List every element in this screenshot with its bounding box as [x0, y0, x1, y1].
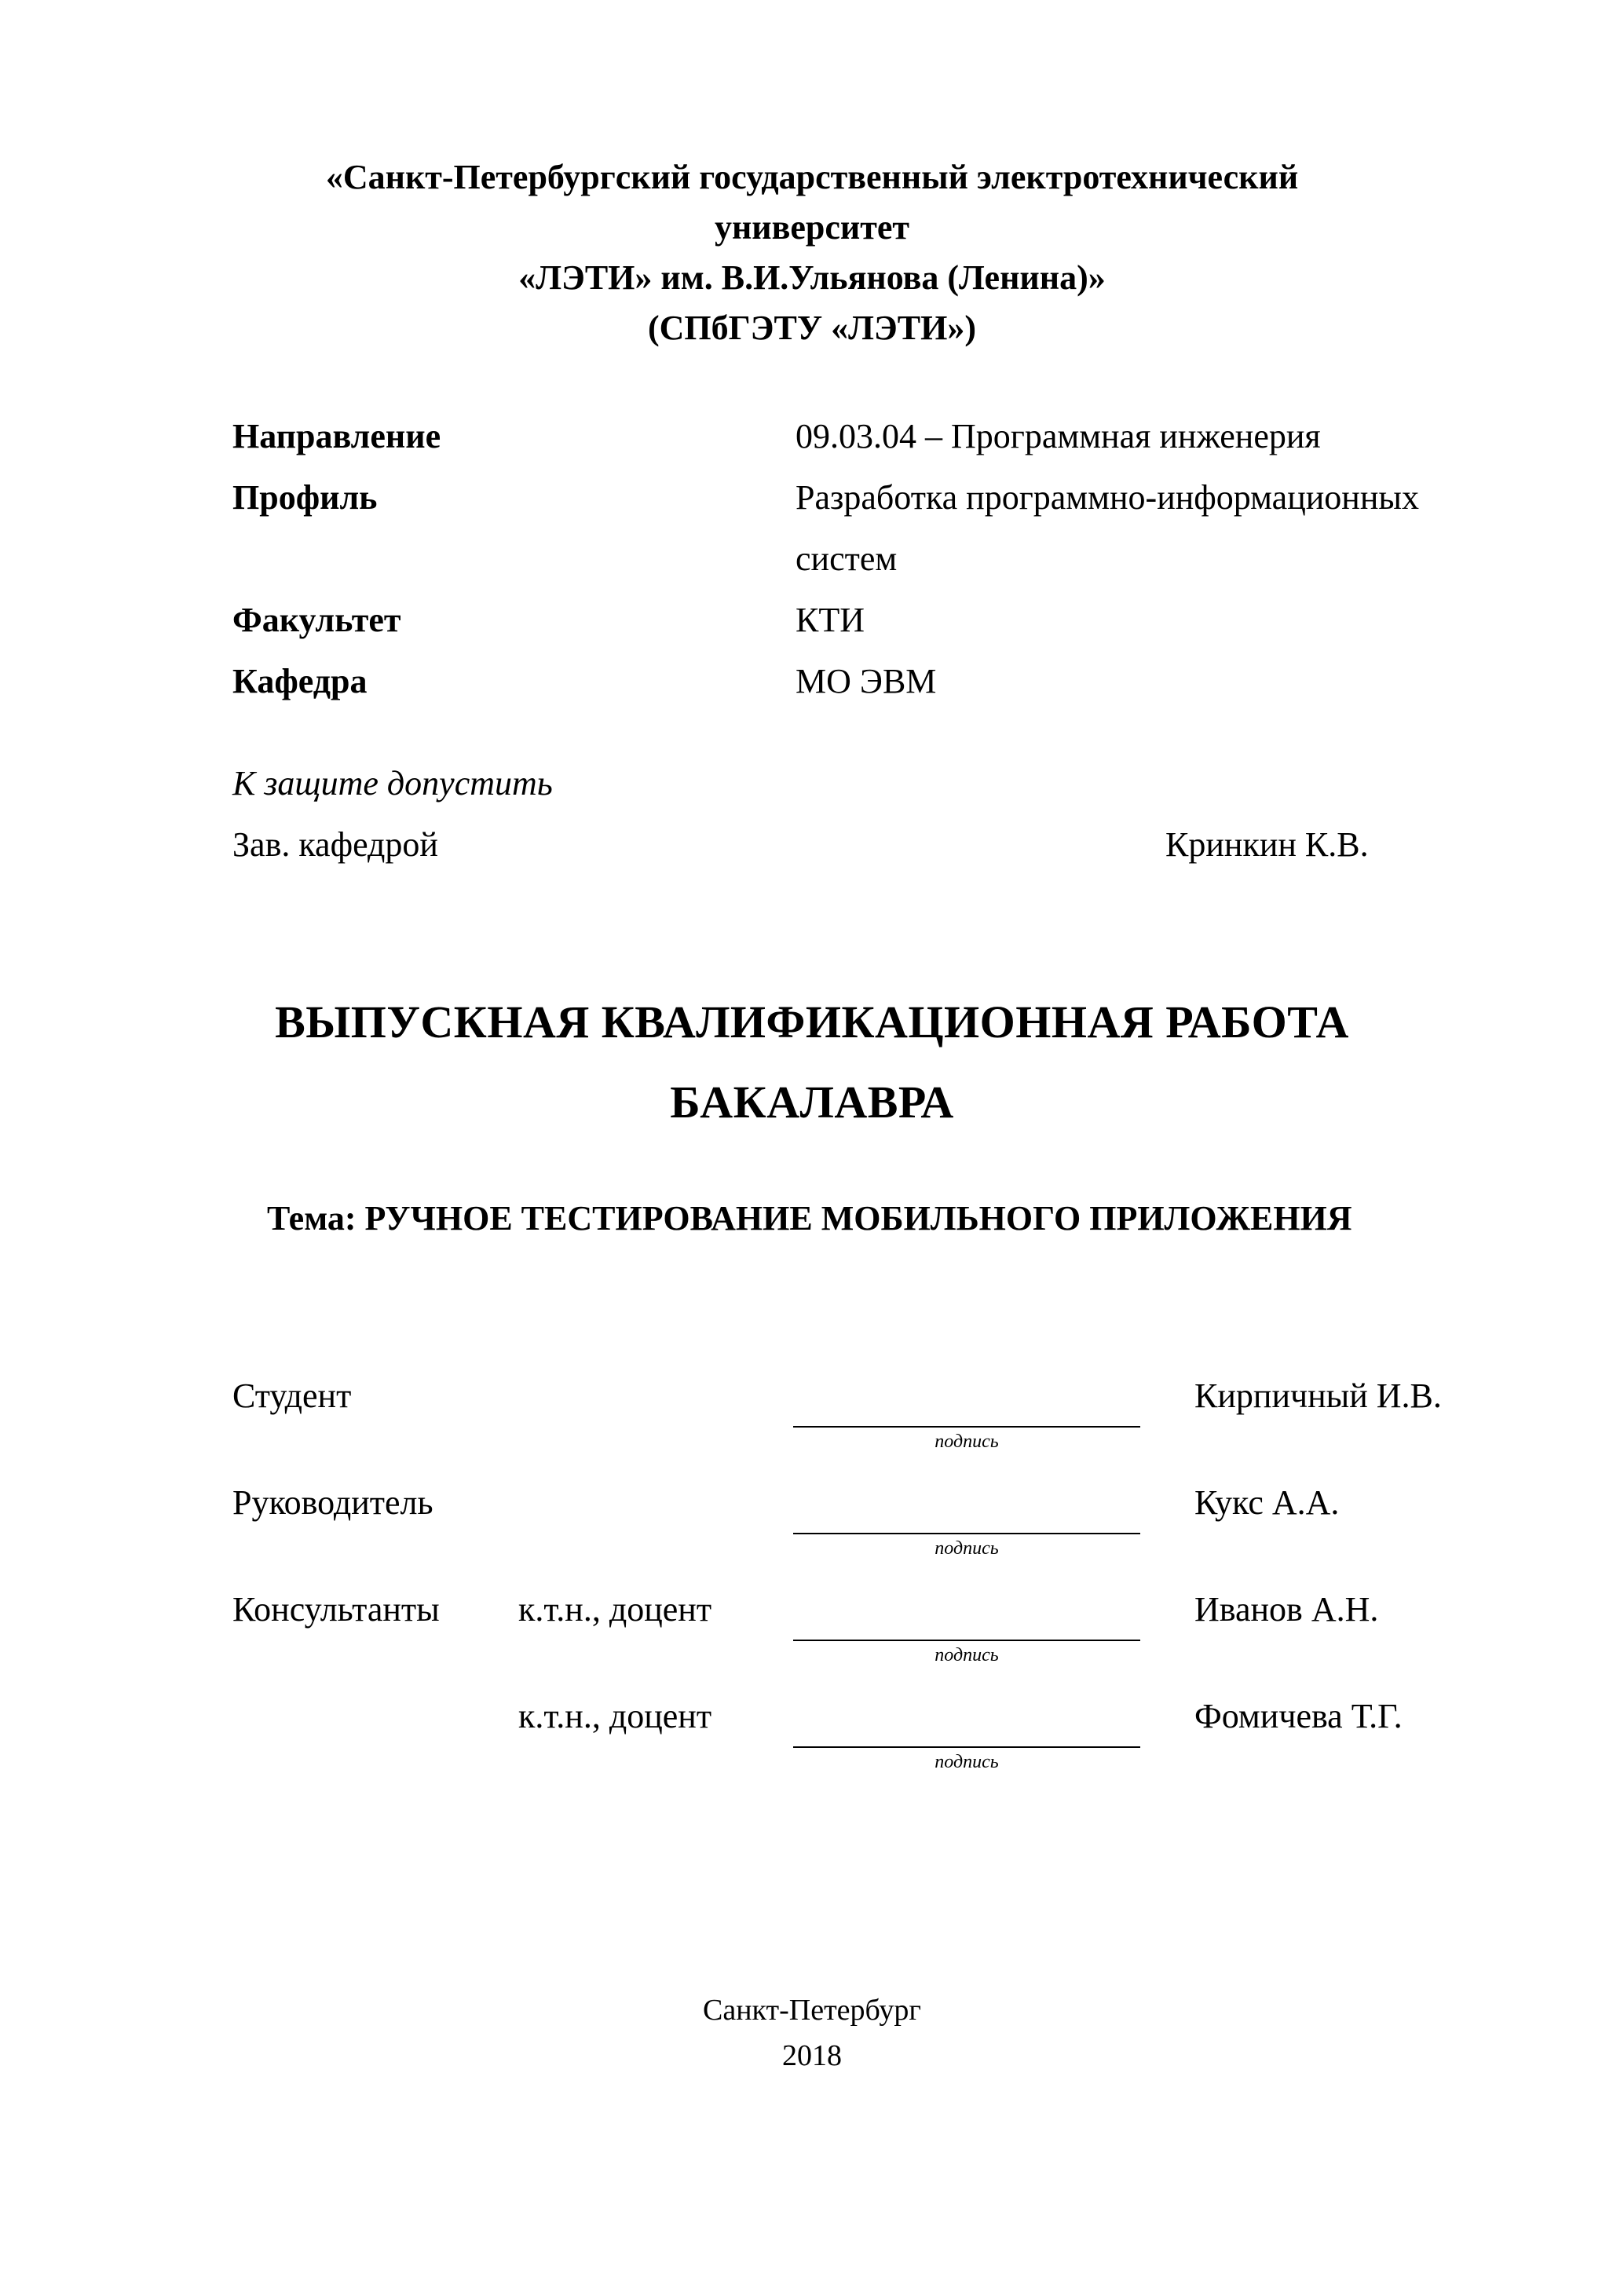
- head-of-department-label: Зав. кафедрой: [232, 825, 438, 864]
- consultant-1-signature-line: [793, 1640, 1140, 1641]
- head-of-department-name: Кринкин К.В.: [1165, 825, 1369, 864]
- department-label: Кафедра: [232, 662, 368, 700]
- student-signature-line: [793, 1426, 1140, 1428]
- student-name: Кирпичный И.В.: [1194, 1377, 1442, 1415]
- profile-label: Профиль: [232, 478, 378, 517]
- thesis-topic: Тема: РУЧНОЕ ТЕСТИРОВАНИЕ МОБИЛЬНОГО ПРИЛОЖЕНИЯ: [267, 1199, 1352, 1238]
- supervisor-signature-line: [793, 1533, 1140, 1534]
- consultant-2-signature-line: [793, 1746, 1140, 1748]
- footer-city: Санкт-Петербург: [702, 1994, 922, 2027]
- thesis-title-line2: БАКАЛАВРА: [670, 1077, 954, 1128]
- university-name-line2: университет: [714, 208, 910, 247]
- supervisor-name: Кукс А.А.: [1194, 1483, 1340, 1522]
- university-name-line3: «ЛЭТИ» им. В.И.Ульянова (Ленина)»: [518, 258, 1106, 297]
- university-abbreviation: (СПбГЭТУ «ЛЭТИ»): [648, 309, 976, 347]
- department-value: МО ЭВМ: [796, 662, 937, 700]
- consultant-2-degree: к.т.н., доцент: [518, 1697, 712, 1735]
- consultant-2-name: Фомичева Т.Г.: [1194, 1697, 1403, 1735]
- student-label: Студент: [232, 1377, 352, 1415]
- profile-value: Разработка программно-информационных: [796, 478, 1419, 517]
- faculty-label: Факультет: [232, 601, 401, 639]
- supervisor-signature-caption: подпись: [935, 1538, 999, 1559]
- footer-year: 2018: [782, 2039, 842, 2072]
- student-signature-caption: подпись: [935, 1431, 999, 1452]
- faculty-value: КТИ: [796, 601, 865, 639]
- consultants-label: Консультанты: [232, 1590, 440, 1629]
- approval-text: К защите допустить: [232, 764, 553, 803]
- consultant-2-signature-caption: подпись: [935, 1752, 999, 1772]
- direction-label: Направление: [232, 417, 441, 455]
- profile-value-cont: систем: [796, 539, 898, 578]
- direction-value: 09.03.04 – Программная инженерия: [796, 417, 1321, 455]
- university-name-line1: «Санкт-Петербургский государственный электротехнический: [325, 158, 1299, 196]
- consultant-1-degree: к.т.н., доцент: [518, 1590, 712, 1629]
- supervisor-label: Руководитель: [232, 1483, 433, 1522]
- consultant-1-signature-caption: подпись: [935, 1645, 999, 1665]
- thesis-title-line1: ВЫПУСКНАЯ КВАЛИФИКАЦИОННАЯ РАБОТА: [275, 996, 1349, 1047]
- consultant-1-name: Иванов А.Н.: [1194, 1590, 1379, 1629]
